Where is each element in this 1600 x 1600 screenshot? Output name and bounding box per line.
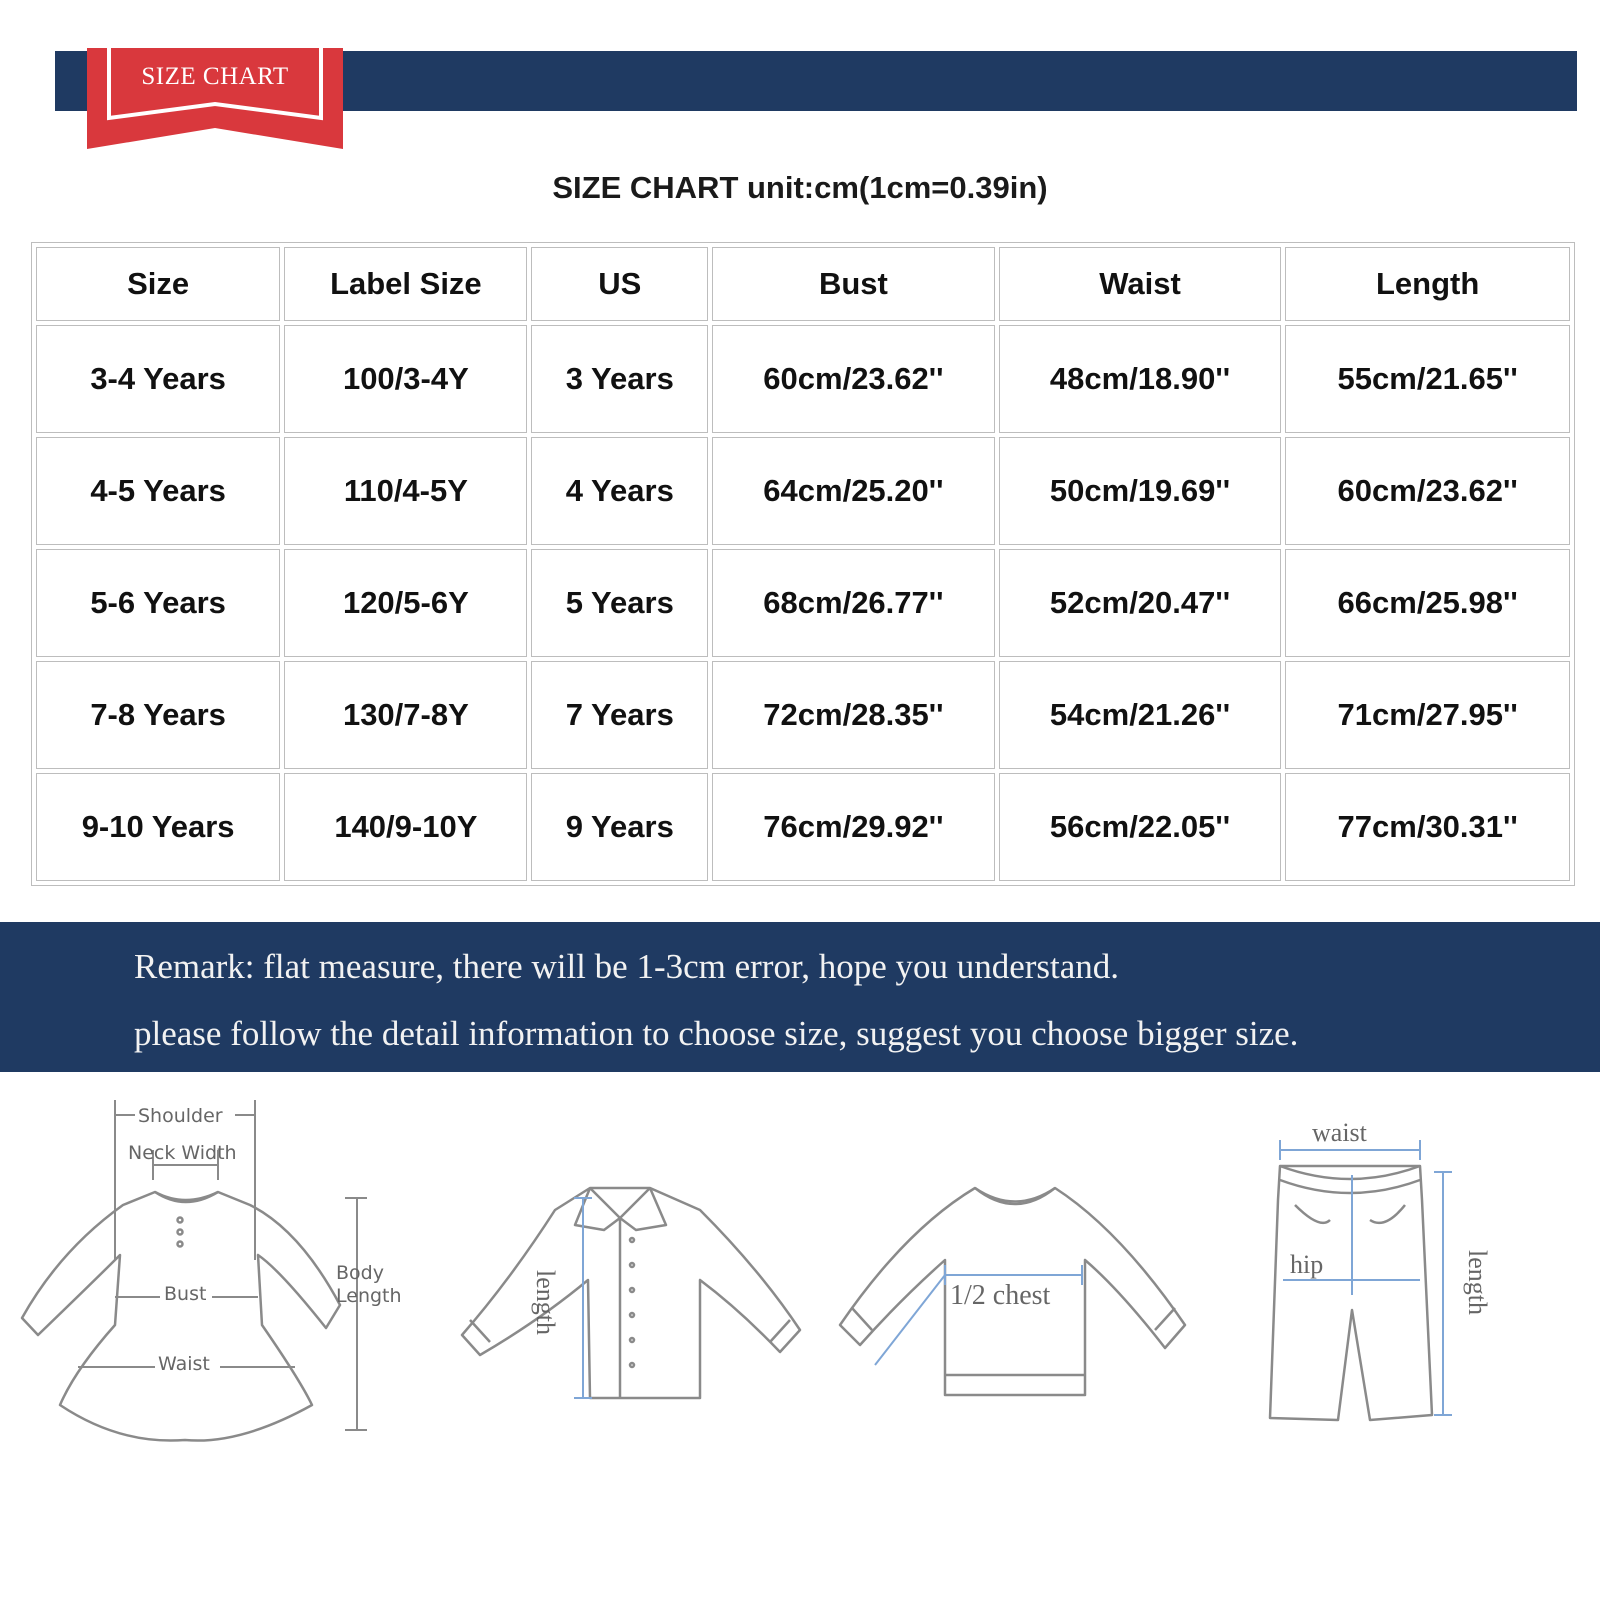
shirt-length-label: length <box>531 1270 560 1335</box>
size-chart-ribbon <box>87 48 343 152</box>
size-table <box>31 242 1575 886</box>
table-row <box>36 437 1570 545</box>
pants-length-label: length <box>1463 1250 1492 1315</box>
header-waist: Waist <box>999 247 1282 321</box>
body-length-label-1: Body <box>336 1262 384 1284</box>
cell-bust: 68cm/26.77'' <box>712 549 995 657</box>
cell-waist: 54cm/21.26'' <box>999 661 1282 769</box>
cell-length: 77cm/30.31'' <box>1285 773 1570 881</box>
cell-us: 9 Years <box>531 773 708 881</box>
remark-line-1: Remark: flat measure, there will be 1-3cm error, hope you understand. <box>134 947 1120 986</box>
table-header-row <box>36 247 1570 321</box>
cell-waist: 50cm/19.69'' <box>999 437 1282 545</box>
cell-label-size: 100/3-4Y <box>284 325 527 433</box>
cell-length: 55cm/21.65'' <box>1285 325 1570 433</box>
shoulder-label: Shoulder <box>138 1105 223 1127</box>
cell-us: 5 Years <box>531 549 708 657</box>
cell-bust: 76cm/29.92'' <box>712 773 995 881</box>
waist-label: Waist <box>158 1353 210 1375</box>
cell-size: 3-4 Years <box>36 325 280 433</box>
ribbon-label: SIZE CHART <box>141 63 289 90</box>
cell-us: 4 Years <box>531 437 708 545</box>
cell-bust: 64cm/25.20'' <box>712 437 995 545</box>
table-row <box>36 661 1570 769</box>
header-us: US <box>531 247 708 321</box>
body-length-label-2: Length <box>336 1285 402 1307</box>
cell-label-size: 120/5-6Y <box>284 549 527 657</box>
neck-width-label: Neck Width <box>128 1142 237 1164</box>
cell-label-size: 140/9-10Y <box>284 773 527 881</box>
hip-label: hip <box>1290 1250 1324 1279</box>
pants-waist-label: waist <box>1312 1118 1367 1147</box>
cell-label-size: 110/4-5Y <box>284 437 527 545</box>
table-row <box>36 325 1570 433</box>
cell-size: 5-6 Years <box>36 549 280 657</box>
cell-length: 71cm/27.95'' <box>1285 661 1570 769</box>
header-label-size: Label Size <box>284 247 527 321</box>
cell-us: 3 Years <box>531 325 708 433</box>
cell-waist: 56cm/22.05'' <box>999 773 1282 881</box>
cell-waist: 52cm/20.47'' <box>999 549 1282 657</box>
cell-label-size: 130/7-8Y <box>284 661 527 769</box>
cell-size: 9-10 Years <box>36 773 280 881</box>
cell-size: 7-8 Years <box>36 661 280 769</box>
chest-label: 1/2 chest <box>950 1280 1051 1311</box>
shirt-icon <box>462 1188 800 1398</box>
cell-size: 4-5 Years <box>36 437 280 545</box>
table-row <box>36 549 1570 657</box>
header-bust: Bust <box>712 247 995 321</box>
cell-bust: 72cm/28.35'' <box>712 661 995 769</box>
header-size: Size <box>36 247 280 321</box>
dress-icon <box>22 1192 340 1441</box>
measurement-diagrams <box>0 1080 1600 1480</box>
bust-label: Bust <box>164 1283 207 1305</box>
chart-title: SIZE CHART unit:cm(1cm=0.39in) <box>552 170 1048 205</box>
header-length: Length <box>1285 247 1570 321</box>
remark-line-2: please follow the detail information to choose size, suggest you choose bigger size. <box>134 1014 1299 1053</box>
cell-bust: 60cm/23.62'' <box>712 325 995 433</box>
table-row <box>36 773 1570 881</box>
cell-waist: 48cm/18.90'' <box>999 325 1282 433</box>
cell-length: 66cm/25.98'' <box>1285 549 1570 657</box>
cell-length: 60cm/23.62'' <box>1285 437 1570 545</box>
cell-us: 7 Years <box>531 661 708 769</box>
